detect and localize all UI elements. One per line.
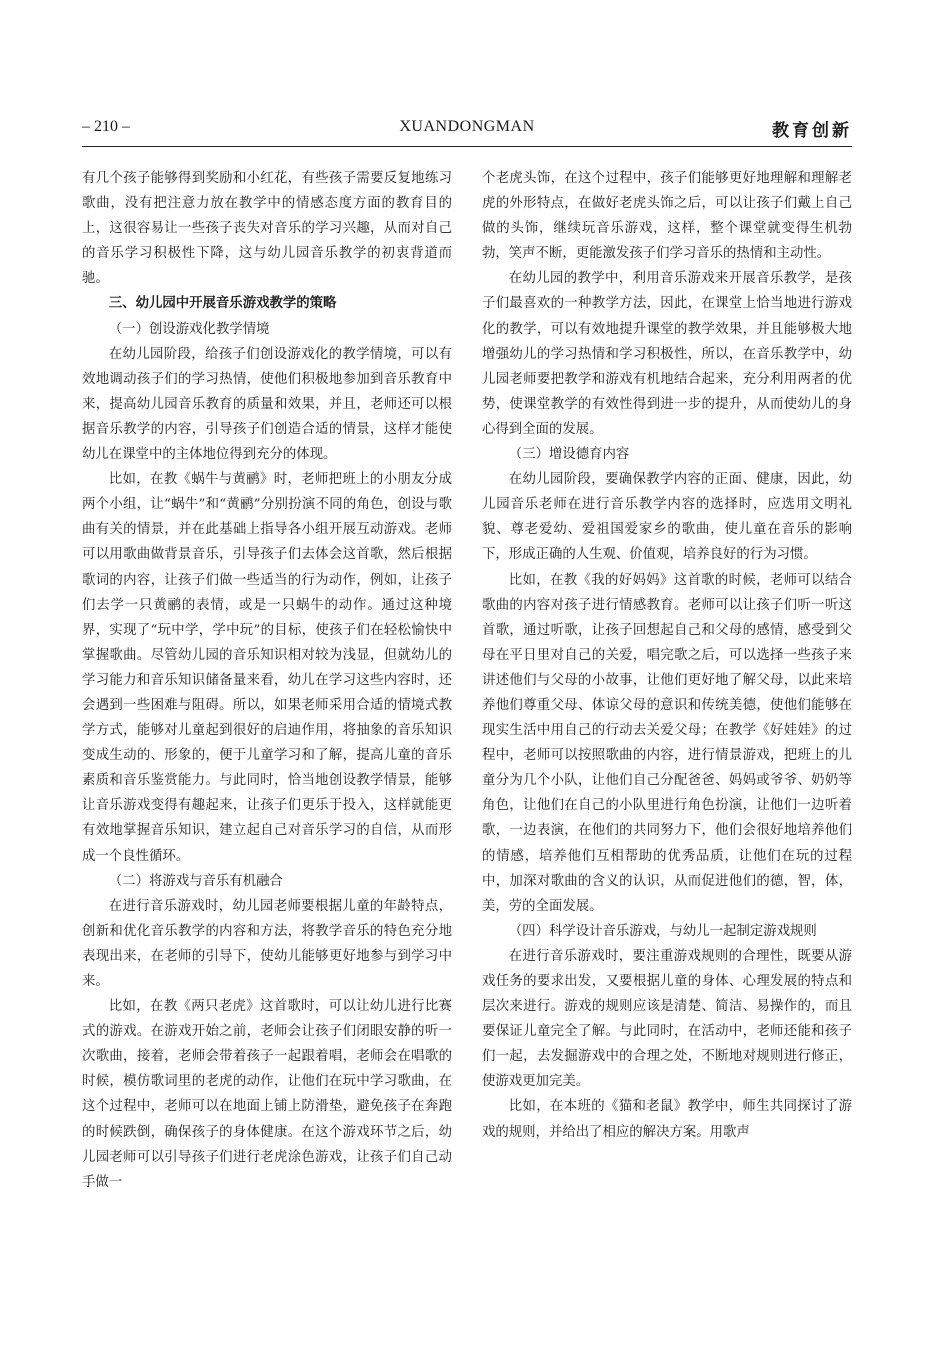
journal-name: XUANDONGMAN [399, 118, 535, 135]
left-column [82, 166, 452, 1195]
paragraph: 比如，在教《我的好妈妈》这首歌的时候，老师可以结合歌曲的内容对孩子进行情感教育。老师可以让孩子们听一听这首歌，通过听歌，让孩子回想起自己和父母的感情，感受到父母在平日里对自己的关爱，唱完歌之后，可以选择一些孩子来讲述他们与父母的小故事，让他们更好地了解父母，以此来培养他们尊重父母、体谅父母的意识和传统美德，使他们能够在现实生活中用自己的行动去关爱父母；在教学《好娃娃》的过程中，老师可以按照歌曲的内容，进行情景游戏，把班上的儿童分为几个小队，让他们自己分配爸爸、妈妈或爷爷、奶奶等角色，让他们在自己的小队里进行角色扮演，让他们一边听着歌，一边表演，在他们的共同努力下，他们会很好地培养他们的情感，培养他们互相帮助的优秀品质，让他们在玩的过程中，加深对歌曲的含义的认识，从而促进他们的德，智，体，美，劳的全面发展。 [482, 572, 852, 914]
page-header [82, 118, 852, 144]
paragraph: 在幼儿园阶段，给孩子们创设游戏化的教学情境，可以有效地调动孩子们的学习热情，使他们积极地参加到音乐教育中来，提高幼儿园音乐教育的质量和效果，并且，老师还可以根据音乐教学的内容，引导孩子们创造合适的情景，这样才能使幼儿在课堂中的主体地位得到充分的体现。 [82, 346, 452, 463]
paragraph: 在幼儿园阶段，要确保教学内容的正面、健康，因此，幼儿园音乐老师在进行音乐教学内容的选择时，应选用文明礼貌、尊老爱幼、爱祖国爱家乡的歌曲，使儿童在音乐的影响下，形成正确的人生观、价值观，培养良好的行为习惯。 [482, 472, 852, 563]
right-column [482, 166, 852, 1145]
subsection-heading: （一）创设游戏化教学情境 [108, 321, 270, 337]
paragraph: 比如，在教《两只老虎》这首歌时，可以让幼儿进行比赛式的游戏。在游戏开始之前，老师会让孩子们闭眼安静的听一次歌曲，接着，老师会带着孩子一起跟着唱，老师会在唱歌的时候，模仿歌词里的老虎的动作，让他们在玩中学习歌曲，在这个过程中，老师可以在地面上铺上防滑垫，避免孩子在奔跑的时候跌倒，确保孩子的身体健康。在这个游戏环节之后，幼儿园老师可以引导孩子们进行老虎涂色游戏，让孩子们自己动手做一 [82, 999, 452, 1190]
header-rule [82, 146, 852, 147]
paragraph: 在幼儿园的教学中，利用音乐游戏来开展音乐教学，是孩子们最喜欢的一种教学方法，因此，在课堂上恰当地进行游戏化的教学，可以有效地提升课堂的教学效果，并且能够极大地增强幼儿的学习热情和学习积极性，所以，在音乐教学中，幼儿园老师要把教学和游戏有机地结合起来，充分利用两者的优势，使课堂教学的有效性得到进一步的提升，从而使幼儿的身心得到全面的发展。 [482, 271, 852, 437]
paragraph: 在进行音乐游戏时，幼儿园老师要根据儿童的年龄特点，创新和优化音乐教学的内容和方法，将教学音乐的特色充分地表现出来，在老师的引导下，使幼儿能够更好地参与到学习中来。 [82, 898, 452, 989]
subsection-heading: （二）将游戏与音乐有机融合 [108, 873, 283, 889]
paragraph: 比如，在教《蜗牛与黄鹂》时，老师把班上的小朋友分成两个小组，让“蜗牛”和“黄鹂”分别扮演不同的角色，创设与歌曲有关的情景，并在此基础上指导各小组开展互动游戏。老师可以用歌曲做背景音乐，引导孩子们去体会这首歌，然后根据歌词的内容，让孩子们做一些适当的行为动作，例如，让孩子们去学一只黄鹂的表情，或是一只蜗牛的动作。通过这种境界，实现了“玩中学，学中玩”的目标，使孩子们在轻松愉快中掌握歌曲。尽管幼儿园的音乐知识相对较为浅显，但就幼儿的学习能力和音乐知识储备量来看，幼儿在学习这些内容时，还会遇到一些困难与阻碍。所以，如果老师采用合适的情境式教学方式，能够对儿童起到很好的启迪作用，将抽象的音乐知识变成生动的、形象的，便于儿童学习和了解，提高儿童的音乐素质和音乐鉴赏能力。与此同时，恰当地创设教学情景，能够让音乐游戏变得有趣起来，让孩子们更乐于投入，这样就能更有效地掌握音乐知识，建立起自己对音乐学习的自信，从而形成一个良性循环。 [82, 472, 452, 864]
section-heading: 三、幼儿园中开展音乐游戏教学的策略 [108, 295, 337, 312]
subsection-heading: （四）科学设计音乐游戏，与幼儿一起制定游戏规则 [508, 923, 817, 939]
paragraph: 有几个孩子能够得到奖励和小红花，有些孩子需要反复地练习歌曲，没有把注意力放在教学中的情感态度方面的教育目的上，这很容易让一些孩子丧失对音乐的学习兴趣，从而对自己的音乐学习积极性下降，这与幼儿园音乐教学的初衷背道而驰。 [82, 171, 452, 287]
paragraph: 个老虎头饰，在这个过程中，孩子们能够更好地理解和理解老虎的外形特点，在做好老虎头饰之后，可以让孩子们戴上自己做的头饰，继续玩音乐游戏，这样，整个课堂就变得生机勃勃，笑声不断，更能激发孩子们学习音乐的热情和主动性。 [482, 171, 852, 262]
page-number: – 210 – [82, 118, 130, 135]
subsection-heading: （三）增设德育内容 [508, 447, 630, 463]
paragraph: 在进行音乐游戏时，要注重游戏规则的合理性，既要从游戏任务的要求出发，又要根据儿童的身体、心理发展的特点和层次来进行。游戏的规则应该是清楚、简洁、易操作的，而且要保证儿童完全了解。与此同时，在活动中，老师还能和孩子们一起，去发掘游戏中的合理之处，不断地对规则进行修正，使游戏更加完美。 [482, 948, 852, 1090]
column-name: 教育创新 [772, 121, 852, 141]
paragraph: 比如，在本班的《猫和老鼠》教学中，师生共同探讨了游戏的规则，并给出了相应的解决方案。用歌声 [482, 1099, 852, 1140]
